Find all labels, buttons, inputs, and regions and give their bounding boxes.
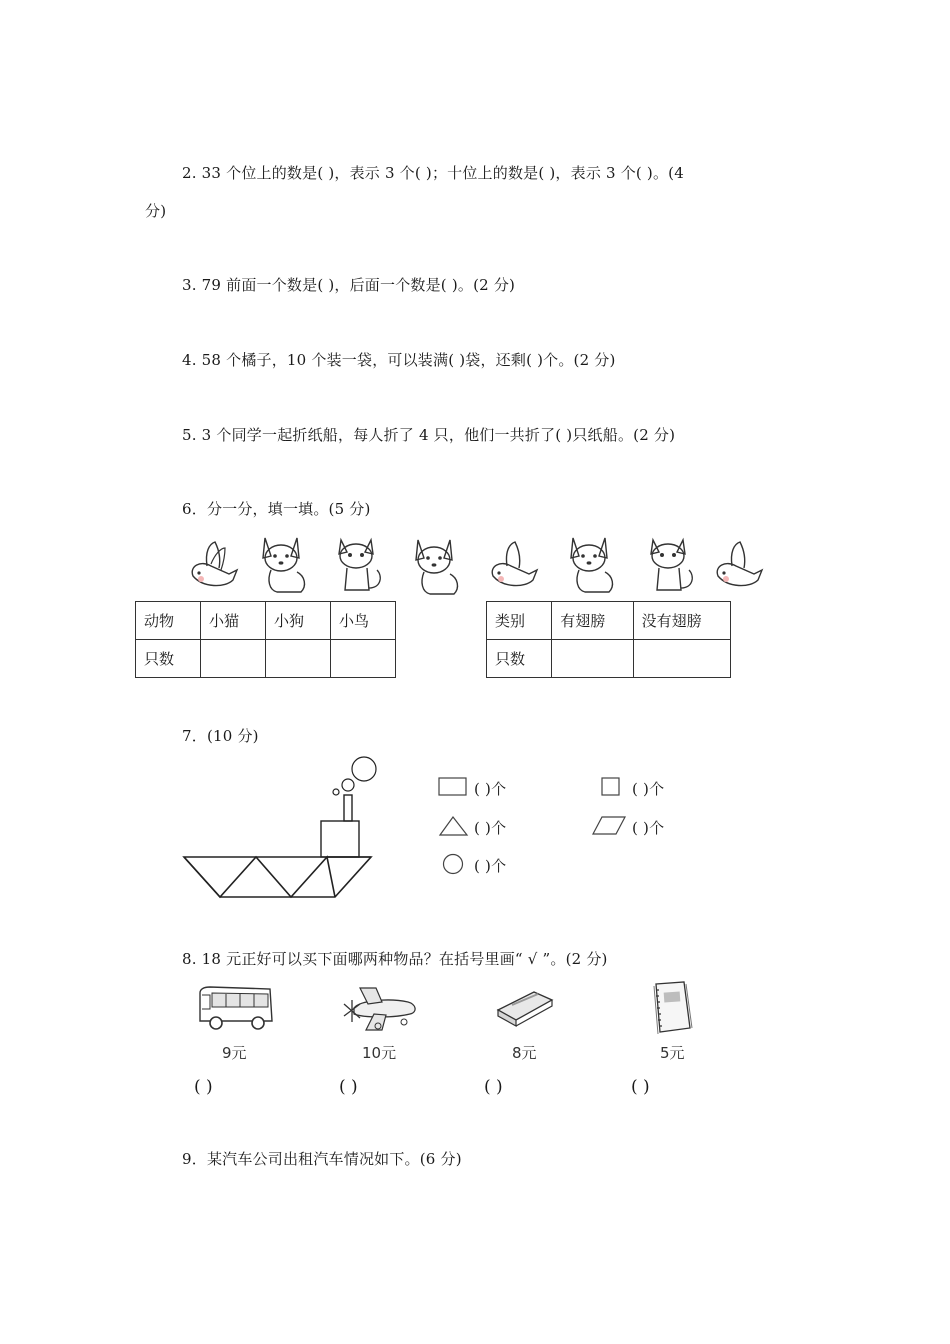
table-header-cell: 小鸟 — [331, 602, 396, 640]
answer-paren-notebook[interactable]: ( ) — [631, 1077, 650, 1097]
boat-figure — [180, 755, 380, 900]
bird-icon — [192, 542, 237, 586]
question-2-line-2: 分) — [145, 202, 167, 220]
circle-count: ( )个 — [474, 857, 507, 875]
answer-cell[interactable] — [201, 640, 266, 678]
animal-count-table — [135, 601, 396, 678]
question-7: 7．(10 分) — [182, 727, 259, 745]
square-count: ( )个 — [632, 780, 665, 798]
table-header-cell: 小猫 — [201, 602, 266, 640]
question-2-line-1: 2. 33 个位上的数是( )，表示 3 个( )；十位上的数是( )，表示 3 个( )。(4 — [182, 164, 684, 182]
question-4: 4. 58 个橘子，10 个装一袋，可以装满( )袋，还剩( )个。(2 分) — [182, 351, 616, 369]
dog-icon — [263, 538, 304, 592]
answer-paren-eraser[interactable]: ( ) — [484, 1077, 503, 1097]
question-5: 5. 3 个同学一起折纸船，每人折了 4 只，他们一共折了( )只纸船。(2 分) — [182, 426, 676, 444]
item-price: 9元 — [222, 1044, 247, 1062]
answer-cell[interactable] — [552, 640, 633, 678]
table-header-cell: 类别 — [487, 602, 552, 640]
question-9: 9．某汽车公司出租汽车情况如下。(6 分) — [182, 1150, 462, 1168]
rectangle-icon — [438, 777, 468, 797]
table-row-label: 只数 — [136, 640, 201, 678]
table-header-cell: 动物 — [136, 602, 201, 640]
notebook-icon — [650, 980, 694, 1036]
square-icon — [601, 777, 623, 797]
table-header-cell: 有翅膀 — [552, 602, 633, 640]
table-row-label: 只数 — [487, 640, 552, 678]
eraser-icon — [494, 988, 558, 1028]
triangle-count: ( )个 — [474, 819, 507, 837]
bird-icon — [492, 542, 537, 586]
answer-cell[interactable] — [266, 640, 331, 678]
bird-icon — [717, 542, 762, 586]
airplane-icon — [340, 982, 420, 1037]
item-price: 5元 — [660, 1044, 685, 1062]
table-header-cell: 没有翅膀 — [633, 602, 730, 640]
dog-icon — [416, 540, 457, 594]
triangle-icon — [438, 815, 470, 837]
answer-paren-bus[interactable]: ( ) — [194, 1077, 213, 1097]
question-6: 6．分一分，填一填。(5 分) — [182, 500, 371, 518]
circle-icon — [442, 853, 466, 877]
cat-icon — [339, 540, 380, 590]
animal-strip — [175, 532, 765, 594]
cat-icon — [651, 540, 692, 590]
rectangle-count: ( )个 — [474, 780, 507, 798]
question-3: 3. 79 前面一个数是( )，后面一个数是( )。(2 分) — [182, 276, 516, 294]
answer-cell[interactable] — [633, 640, 730, 678]
wing-category-table — [486, 601, 731, 678]
answer-cell[interactable] — [331, 640, 396, 678]
table-header-cell: 小狗 — [266, 602, 331, 640]
parallelogram-count: ( )个 — [632, 819, 665, 837]
item-price: 10元 — [362, 1044, 397, 1062]
dog-icon — [571, 538, 612, 592]
parallelogram-icon — [592, 815, 628, 837]
item-price: 8元 — [512, 1044, 537, 1062]
answer-paren-airplane[interactable]: ( ) — [339, 1077, 358, 1097]
bus-icon — [196, 985, 276, 1033]
question-8: 8. 18 元正好可以买下面哪两种物品？在括号里画“ √ ”。(2 分) — [182, 950, 608, 968]
